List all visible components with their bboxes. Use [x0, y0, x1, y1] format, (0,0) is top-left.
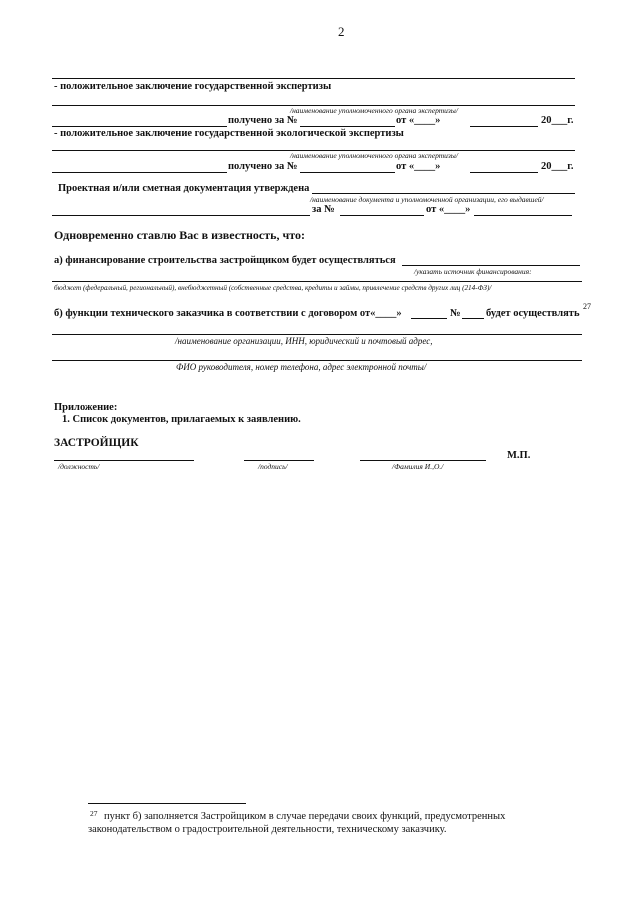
footnote-ref-27: 27	[583, 302, 591, 311]
state-expertise-received: получено за №	[228, 115, 298, 126]
approved-docs-line-left[interactable]	[52, 215, 310, 216]
eco-expertise-number-field[interactable]	[300, 172, 395, 173]
tech-customer-label-end: будет осуществлять	[486, 308, 580, 319]
state-expertise-number-field[interactable]	[300, 126, 395, 127]
state-expertise-month-field[interactable]	[470, 126, 538, 127]
tech-customer-label: б) функции технического заказчика в соответствии с договором от«____»	[54, 308, 402, 319]
tech-customer-head-caption: ФИО руководителя, номер телефона, адрес электронной почты/	[176, 362, 427, 372]
developer-signature-caption: /подпись/	[258, 462, 288, 471]
footnote-line-2: законодательством о градостроительной деятельности, техническому заказчику.	[88, 824, 447, 835]
state-expertise-title: - положительное заключение государственной экспертизы	[54, 81, 332, 92]
developer-name-caption: /Фамилия И.,О./	[392, 462, 444, 471]
developer-heading: ЗАСТРОЙЩИК	[54, 437, 139, 449]
financing-caption: /указать источник финансирования:	[414, 267, 532, 276]
eco-expertise-year: 20___г.	[541, 161, 574, 172]
state-expertise-date: от «____»	[396, 115, 441, 126]
eco-expertise-date: от «____»	[396, 161, 441, 172]
approved-docs-label: Проектная и/или сметная документация утверждена	[58, 183, 310, 194]
financing-sources: бюджет (федеральный, региональный), внебюджетный (собственные средства, кредиты и займы, привлечение средств других лиц (214-ФЗ)/	[54, 284, 492, 292]
state-expertise-line-left[interactable]	[52, 126, 227, 127]
top-rule	[52, 78, 575, 79]
eco-expertise-caption: /наименование уполномоченного органа экспертизы/	[290, 151, 458, 160]
developer-position-caption: /должность/	[58, 462, 100, 471]
developer-name-field[interactable]	[360, 460, 486, 461]
footnote-line-1: пункт б) заполняется Застройщиком в случае передачи своих функций, предусмотренных	[104, 811, 506, 822]
tech-customer-head-field[interactable]	[52, 360, 582, 361]
financing-sources-field[interactable]	[52, 281, 582, 282]
tech-customer-number-sign: №	[450, 308, 461, 319]
developer-position-field[interactable]	[54, 460, 194, 461]
stamp-label: М.П.	[507, 450, 531, 461]
approved-docs-field[interactable]	[312, 193, 575, 194]
eco-expertise-received: получено за №	[228, 161, 298, 172]
attachment-heading: Приложение:	[54, 402, 118, 413]
attachment-item: 1. Список документов, прилагаемых к заявлению.	[62, 414, 301, 425]
approved-docs-caption: /наименование документа и уполномоченной организации, его выдавшей/	[310, 195, 544, 204]
approved-docs-number-field[interactable]	[340, 215, 424, 216]
footnote-number: 27	[90, 809, 98, 818]
footnote-separator	[88, 803, 246, 804]
eco-expertise-title: - положительное заключение государственной экологической экспертизы	[54, 128, 404, 139]
developer-signature-field[interactable]	[244, 460, 314, 461]
tech-customer-org-caption: /наименование организации, ИНН, юридический и почтовый адрес,	[175, 336, 433, 346]
eco-expertise-month-field[interactable]	[470, 172, 538, 173]
state-expertise-caption: /наименование уполномоченного органа экспертизы/	[290, 106, 458, 115]
page-number: 2	[338, 24, 345, 39]
eco-expertise-line-left[interactable]	[52, 172, 227, 173]
state-expertise-year: 20___г.	[541, 115, 574, 126]
financing-field[interactable]	[402, 265, 580, 266]
approved-docs-number: за №	[312, 204, 335, 215]
tech-customer-number-field[interactable]	[462, 318, 484, 319]
approved-docs-date: от «____»	[426, 204, 471, 215]
tech-customer-org-field[interactable]	[52, 334, 582, 335]
tech-customer-month-field[interactable]	[411, 318, 447, 319]
approved-docs-month-field[interactable]	[474, 215, 572, 216]
notice-heading: Одновременно ставлю Вас в известность, что:	[54, 228, 305, 242]
financing-label: а) финансирование строительства застройщиком будет осуществляться	[54, 255, 396, 266]
